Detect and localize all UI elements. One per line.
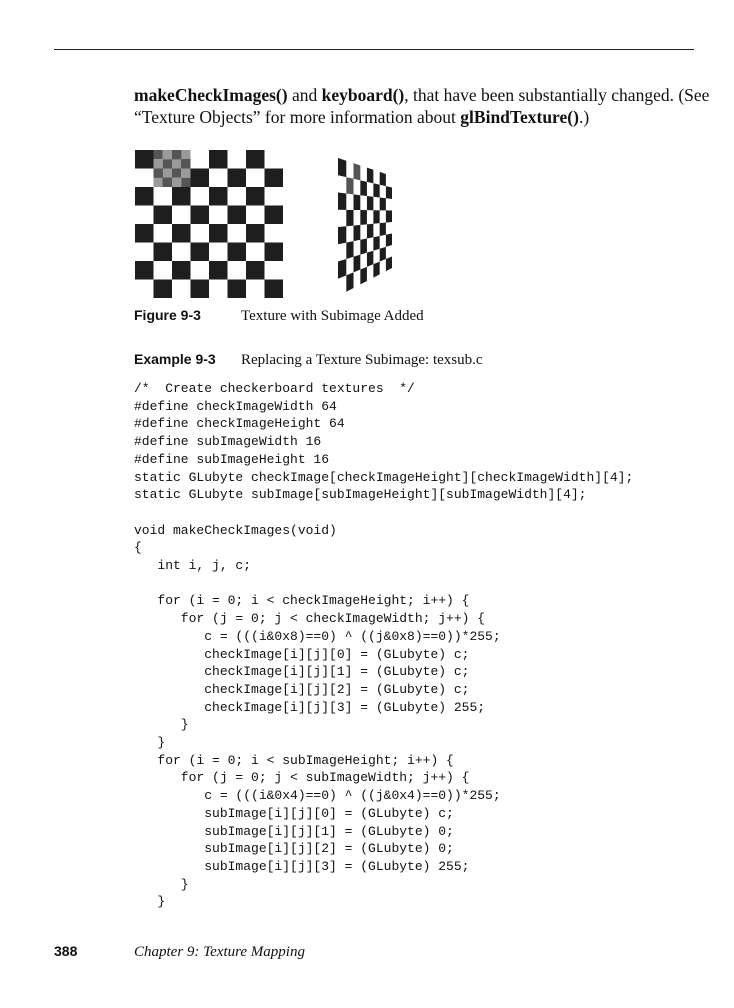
subimage-square [181, 159, 190, 168]
checker-square [265, 169, 284, 188]
checker-square [154, 206, 173, 225]
checker-square [360, 238, 367, 254]
checker-square [172, 187, 191, 206]
code-line: } [134, 894, 166, 910]
checker-square [380, 223, 386, 236]
checker-square [228, 206, 247, 225]
example-title: Replacing a Texture Subimage: texsub.c [241, 352, 483, 368]
intro-text-end: .) [578, 107, 590, 127]
checker-square [265, 280, 284, 299]
code-line: } [134, 735, 166, 751]
checker-square [135, 224, 154, 243]
checker-square [209, 280, 228, 299]
checker-square [172, 280, 191, 299]
checker-square [373, 183, 379, 197]
checker-square [367, 224, 373, 239]
code-line: { [134, 540, 142, 556]
checker-square [191, 150, 210, 169]
flat-checkerboard [135, 150, 283, 298]
subimage-square [181, 150, 190, 159]
figure-label: Figure 9-3 [134, 307, 201, 323]
checker-square [209, 243, 228, 262]
intro-text-middle: , that have been substantially changed. (See “Texture Objects” for more information about [134, 85, 710, 127]
intro-paragraph [134, 84, 714, 128]
checker-square [246, 280, 265, 299]
code-line: for (j = 0; j < checkImageWidth; j++) { [134, 611, 486, 627]
checker-square [380, 172, 386, 186]
func-keyboard: keyboard() [321, 85, 405, 105]
checker-square [209, 150, 228, 169]
code-line: static GLubyte subImage[subImageHeight][subImageWidth][4]; [134, 487, 587, 503]
checker-square [228, 150, 247, 169]
chapter-title: Chapter 9: Texture Mapping [134, 944, 305, 960]
checker-square [154, 224, 173, 243]
code-line: #define subImageWidth 16 [134, 434, 322, 450]
code-line: checkImage[i][j][3] = (GLubyte) 255; [134, 699, 486, 715]
checker-square [346, 177, 353, 194]
code-line: for (i = 0; i < checkImageHeight; i++) { [134, 593, 470, 609]
subimage-square [154, 159, 163, 168]
checker-square [367, 251, 373, 267]
checker-square [354, 225, 361, 241]
checker-square [172, 243, 191, 262]
checker-square [386, 257, 392, 272]
checker-square [135, 187, 154, 206]
perspective-checkerboard [338, 158, 392, 292]
subimage-square [163, 159, 172, 168]
checker-square [386, 210, 392, 222]
checker-square [338, 259, 346, 279]
page-number: 388 [54, 943, 78, 959]
checker-square [154, 261, 173, 280]
subimage-square [163, 169, 172, 178]
checker-square [246, 206, 265, 225]
checker-square [265, 150, 284, 169]
code-line: #define checkImageHeight 64 [134, 416, 345, 432]
code-line: subImage[i][j][2] = (GLubyte) 0; [134, 841, 454, 857]
checker-square [209, 169, 228, 188]
code-line: checkImage[i][j][2] = (GLubyte) c; [134, 681, 470, 697]
code-line: void makeCheckImages(void) [134, 522, 337, 538]
checker-square [135, 169, 154, 188]
subimage-square [154, 178, 163, 187]
checker-square [373, 262, 379, 278]
code-line: for (i = 0; i < subImageHeight; i++) { [134, 752, 454, 768]
func-glbindtexture: glBindTexture() [460, 107, 579, 127]
subimage-square [172, 169, 181, 178]
code-line: subImage[i][j][1] = (GLubyte) 0; [134, 823, 454, 839]
code-line [134, 575, 633, 593]
checker-square [172, 206, 191, 225]
figure-caption-text: Texture with Subimage Added [241, 308, 424, 324]
checker-square [191, 261, 210, 280]
checker-square [354, 255, 361, 273]
figure-image [134, 148, 434, 300]
checker-square [135, 261, 154, 280]
checker-square [191, 280, 210, 299]
checker-square [360, 180, 367, 196]
checker-square [191, 206, 210, 225]
code-line: } [134, 717, 189, 733]
checker-square [246, 243, 265, 262]
code-line: #define checkImageWidth 64 [134, 398, 337, 414]
checker-square [246, 150, 265, 169]
checker-square [346, 241, 353, 259]
code-line: #define subImageHeight 16 [134, 451, 330, 467]
checker-square [246, 261, 265, 280]
checker-square [354, 194, 361, 210]
checker-square [386, 234, 392, 247]
subimage-square [154, 169, 163, 178]
checker-square [191, 187, 210, 206]
checker-square [135, 280, 154, 299]
checker-square [191, 224, 210, 243]
subimage-square [172, 159, 181, 168]
checker-square [135, 243, 154, 262]
checker-square [265, 187, 284, 206]
checker-square [228, 187, 247, 206]
header-rule [54, 49, 694, 50]
subimage-square [181, 169, 190, 178]
func-makecheckimages: makeCheckImages() [134, 85, 288, 105]
checker-square [265, 206, 284, 225]
code-line: } [134, 876, 189, 892]
checker-square [191, 243, 210, 262]
checker-square [265, 243, 284, 262]
checker-square [367, 168, 373, 184]
checker-square [228, 169, 247, 188]
checker-square [386, 186, 392, 199]
checker-square [380, 247, 386, 262]
checker-square [338, 226, 346, 244]
checker-square [246, 187, 265, 206]
checker-square [135, 150, 154, 169]
code-line: /* Create checkerboard textures */ [134, 381, 415, 396]
checker-square [228, 224, 247, 243]
code-listing [134, 380, 633, 911]
checker-square [209, 206, 228, 225]
checker-square [373, 210, 379, 223]
code-line: static GLubyte checkImage[checkImageHeight][checkImageWidth][4]; [134, 469, 634, 485]
subimage-square [163, 150, 172, 159]
checker-square [228, 261, 247, 280]
subimage-square [172, 178, 181, 187]
figure-9-3 [134, 148, 434, 300]
checker-square [154, 187, 173, 206]
checker-square [367, 196, 373, 210]
example-label: Example 9-3 [134, 351, 216, 367]
checker-square [338, 158, 346, 177]
subimage-square [154, 150, 163, 159]
code-line: int i, j, c; [134, 558, 252, 574]
code-line: checkImage[i][j][0] = (GLubyte) c; [134, 646, 470, 662]
checker-square [172, 261, 191, 280]
checker-square [209, 261, 228, 280]
code-line: c = (((i&0x8)==0) ^ ((j&0x8)==0))*255; [134, 628, 501, 644]
checker-square [360, 267, 367, 285]
code-line: for (j = 0; j < subImageWidth; j++) { [134, 770, 470, 786]
checker-square [209, 224, 228, 243]
subimage-square [181, 178, 190, 187]
checker-square [373, 236, 379, 251]
checker-square [346, 210, 353, 226]
example-heading [134, 351, 483, 369]
intro-text-and: and [287, 85, 322, 105]
checker-square [154, 243, 173, 262]
checker-square [209, 187, 228, 206]
checker-square [246, 224, 265, 243]
checker-square [338, 193, 346, 210]
checker-square [154, 280, 173, 299]
checker-square [191, 169, 210, 188]
code-line: c = (((i&0x4)==0) ^ ((j&0x4)==0))*255; [134, 788, 501, 804]
checker-square [246, 169, 265, 188]
subimage-square [163, 178, 172, 187]
checker-square [172, 224, 191, 243]
code-line: checkImage[i][j][1] = (GLubyte) c; [134, 664, 470, 680]
checker-square [360, 210, 367, 225]
checker-square [380, 198, 386, 211]
checker-square [265, 224, 284, 243]
figure-caption [134, 307, 424, 325]
page-footer [54, 943, 654, 961]
checker-square [135, 206, 154, 225]
checker-square [265, 261, 284, 280]
checker-square [346, 272, 353, 291]
code-line: subImage[i][j][3] = (GLubyte) 255; [134, 858, 470, 874]
checker-square [354, 163, 361, 180]
checker-square [228, 243, 247, 262]
code-line: subImage[i][j][0] = (GLubyte) c; [134, 805, 454, 821]
subimage-square [172, 150, 181, 159]
checker-square [228, 280, 247, 299]
code-line [134, 504, 633, 522]
